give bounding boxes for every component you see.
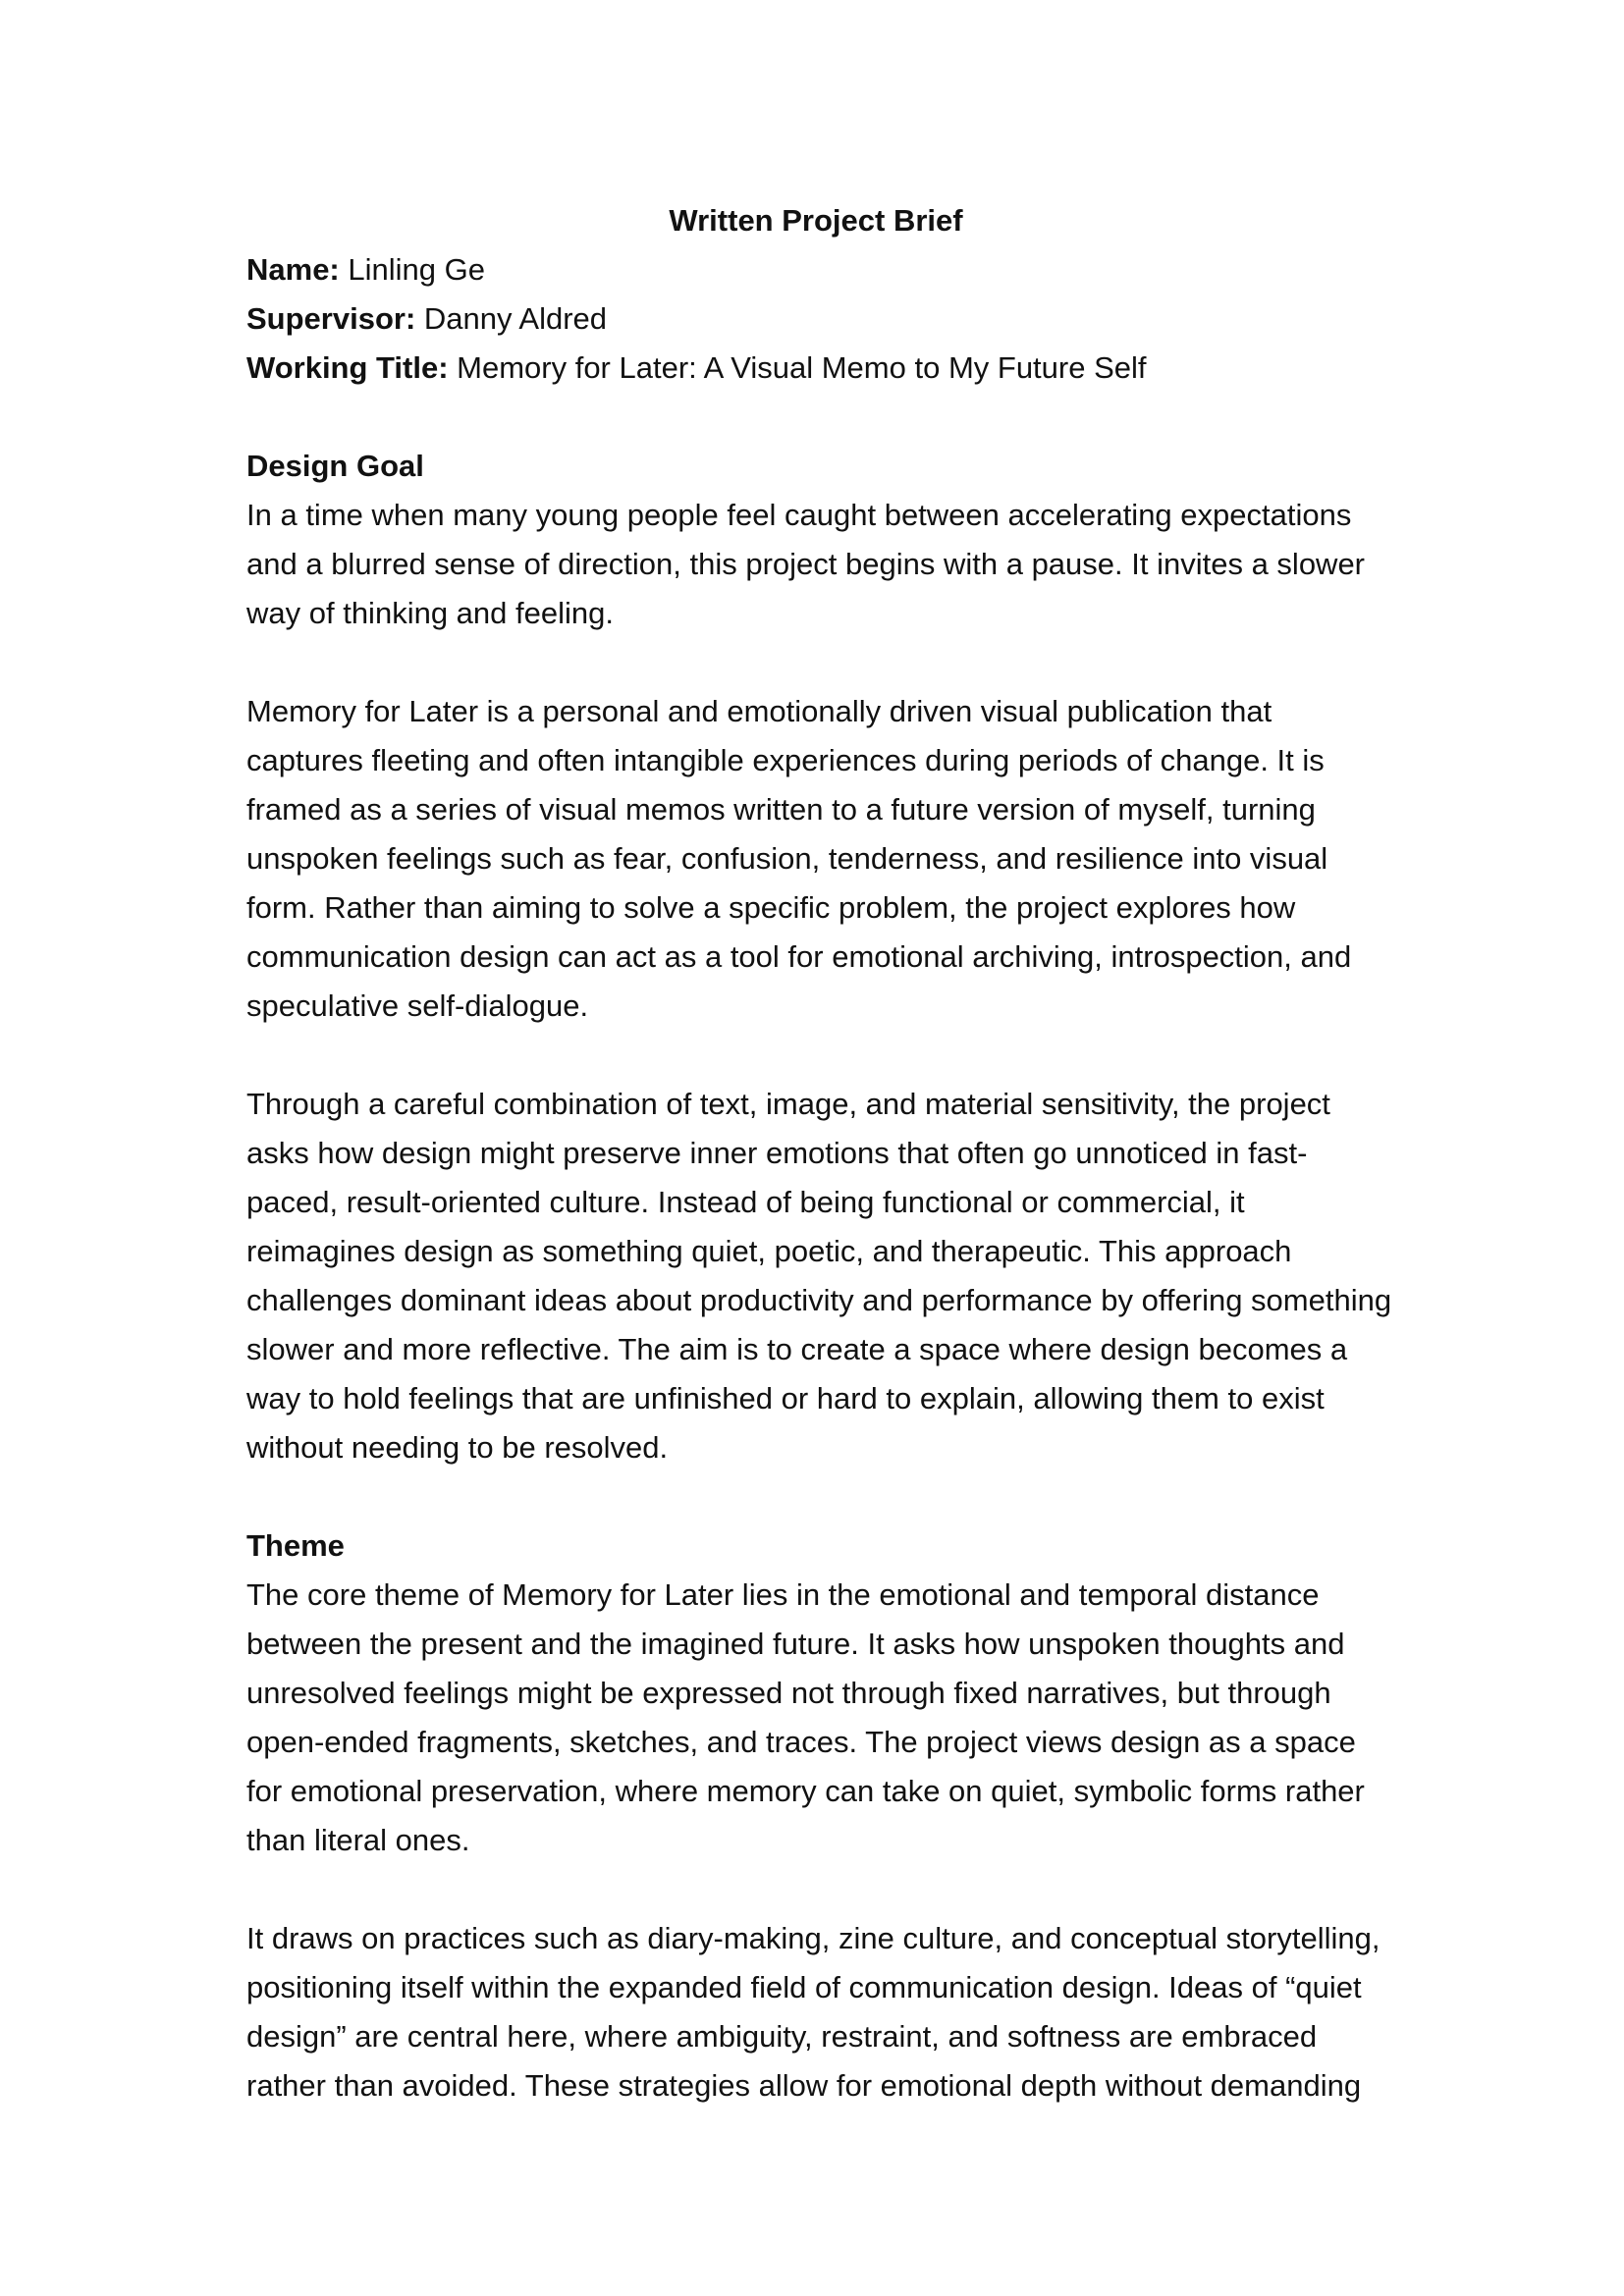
paragraph-line: Memory for Later is a personal and emotionally driven visual publication that bbox=[246, 694, 1272, 728]
paragraph bbox=[246, 1914, 1385, 2110]
paragraph-line: design” are central here, where ambiguity, restraint, and softness are embraced bbox=[246, 2019, 1318, 2054]
paragraph-line: captures fleeting and often intangible experiences during periods of change. It is bbox=[246, 743, 1325, 777]
paragraph-line: reimagines design as something quiet, poetic, and therapeutic. This approach bbox=[246, 1234, 1292, 1268]
paragraph bbox=[246, 1080, 1392, 1472]
paragraph-line: It draws on practices such as diary-making, zine culture, and conceptual storytelling, bbox=[246, 1921, 1380, 1955]
meta-working-title bbox=[246, 344, 1385, 393]
paragraph-line: framed as a series of visual memos written to a future version of myself, turning bbox=[246, 792, 1316, 827]
paragraph-line: communication design can act as a tool for emotional archiving, introspection, and bbox=[246, 939, 1352, 974]
paragraph-line: between the present and the imagined future. It asks how unspoken thoughts and bbox=[246, 1627, 1345, 1661]
paragraph-line: form. Rather than aiming to solve a specific problem, the project explores how bbox=[246, 890, 1296, 925]
paragraph-line: asks how design might preserve inner emotions that often go unnoticed in fast- bbox=[246, 1136, 1308, 1170]
paragraph-line: and a blurred sense of direction, this project begins with a pause. It invites a slower bbox=[246, 547, 1366, 581]
meta-label: Supervisor: bbox=[246, 301, 416, 336]
paragraph-line: unspoken feelings such as fear, confusion, tenderness, and resilience into visual bbox=[246, 841, 1328, 876]
paragraph-line: way of thinking and feeling. bbox=[246, 596, 614, 630]
meta-label: Working Title: bbox=[246, 350, 449, 385]
paragraph bbox=[246, 687, 1385, 1031]
paragraph-line: unresolved feelings might be expressed not through fixed narratives, but through bbox=[246, 1676, 1331, 1710]
meta-value: Linling Ge bbox=[339, 252, 485, 287]
section-heading-theme: Theme bbox=[246, 1528, 345, 1563]
document-page bbox=[246, 196, 1392, 2110]
meta-name bbox=[246, 245, 1385, 294]
paragraph-line: for emotional preservation, where memory can take on quiet, symbolic forms rather bbox=[246, 1774, 1365, 1808]
paragraph-line: without needing to be resolved. bbox=[246, 1430, 669, 1465]
paragraph-line: rather than avoided. These strategies allow for emotional depth without demanding bbox=[246, 2068, 1362, 2103]
section-heading-design-goal: Design Goal bbox=[246, 449, 424, 483]
paragraph-line: In a time when many young people feel caught between accelerating expectations bbox=[246, 498, 1352, 532]
paragraph-line: Through a careful combination of text, image, and material sensitivity, the project bbox=[246, 1087, 1330, 1121]
paragraph-line: speculative self-dialogue. bbox=[246, 988, 589, 1023]
meta-supervisor bbox=[246, 294, 1385, 344]
paragraph bbox=[246, 491, 1385, 638]
paragraph-line: The core theme of Memory for Later lies in the emotional and temporal distance bbox=[246, 1577, 1320, 1612]
document-title: Written Project Brief bbox=[669, 203, 963, 238]
paragraph-line: open-ended fragments, sketches, and traces. The project views design as a space bbox=[246, 1725, 1356, 1759]
paragraph-line: positioning itself within the expanded field of communication design. Ideas of “quiet bbox=[246, 1970, 1362, 2004]
paragraph-line: slower and more reflective. The aim is to create a space where design becomes a bbox=[246, 1332, 1348, 1366]
paragraph-line: way to hold feelings that are unfinished or hard to explain, allowing them to exist bbox=[246, 1381, 1325, 1415]
paragraph-line: challenges dominant ideas about productivity and performance by offering something bbox=[246, 1283, 1392, 1317]
paragraph-line: paced, result-oriented culture. Instead of being functional or commercial, it bbox=[246, 1185, 1245, 1219]
meta-label: Name: bbox=[246, 252, 340, 287]
meta-value: Danny Aldred bbox=[415, 301, 608, 336]
meta-value: Memory for Later: A Visual Memo to My Future Self bbox=[448, 350, 1147, 385]
paragraph-line: than literal ones. bbox=[246, 1823, 470, 1857]
paragraph bbox=[246, 1571, 1385, 1865]
